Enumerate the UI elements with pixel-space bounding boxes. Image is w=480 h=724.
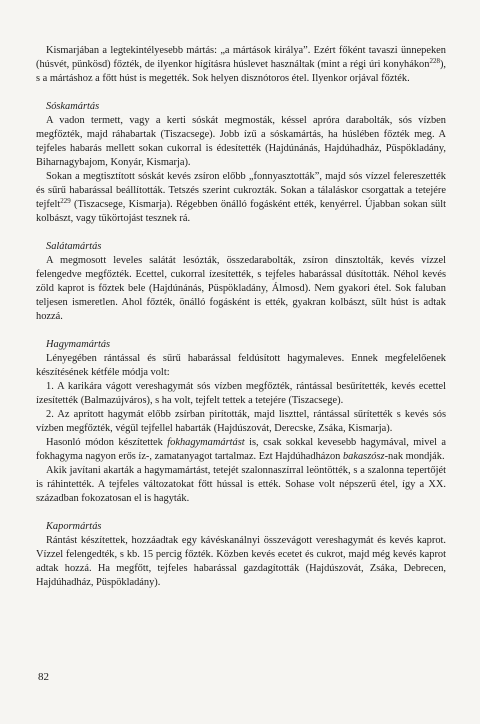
paragraph-text: -nak mondják. bbox=[384, 451, 445, 462]
paragraph: Lényegében rántással és sűrű habarással feldúsított hagymaleves. Ennek megfelelőenek készítésének kétféle módja volt: bbox=[36, 353, 446, 378]
footnote-ref: 228 bbox=[429, 57, 440, 65]
paragraph bbox=[36, 170, 446, 226]
paragraph: 2. Az aprított hagymát előbb zsírban pirították, majd liszttel, rántással sűrítették s kevés sós vízben megfőzték, végül tejfellel habarták (Hajdúszovát, Derecske, Zsáka, Kismarja). bbox=[36, 409, 446, 434]
section-title: Sóskamártás bbox=[46, 101, 100, 112]
section-title: Hagymamártás bbox=[46, 339, 111, 350]
paragraph: A megmosott leveles salátát lesózták, összedarabolták, zsíron dinsztolták, kevés vízzel felengedve megfőzték. Ecettel, cukorral ízesítették, s tejfeles habarással dúsították. Néhol kevés zöld kaprot is főztek bele (Hajdúnánás, Püspökladány, Álmosd). Nem gyakori étel. Sok faluban teljesen ismeretlen. Ahol főzték, önálló fogásként is ették, gyakran kolbászt, sült húst is adtak hozzá. bbox=[36, 255, 446, 322]
section-hagymamartas bbox=[36, 338, 446, 506]
section-soskamartas bbox=[36, 100, 446, 226]
paragraph-text: Hasonló módon készítettek bbox=[46, 437, 168, 448]
italic-term: bakaszósz bbox=[342, 451, 385, 462]
intro-text: Kismarjában a legtekintélyesebb mártás: „a mártások királya”. Ezért főként tavaszi ünnepeken (húsvét, pünkösd) főzték, de ilyenkor hígításra húslevet használtak (mint a régi úri konyhákon bbox=[36, 45, 446, 70]
section-title: Salátamártás bbox=[46, 241, 102, 252]
paragraph-text: is, csak sokkal kevesebb hagymával, mivel a fokhagyma nagyon erős íz-, zamatanyagot tartalmaz. Ezt Hajdúhadházon bbox=[36, 437, 447, 462]
paragraph bbox=[36, 436, 446, 464]
section-title: Kapormártás bbox=[46, 521, 102, 532]
section-kapormartas bbox=[36, 520, 446, 590]
footnote-ref: 229 bbox=[60, 197, 71, 205]
paragraph-text: (Tiszacsege, Kismarja). Régebben önálló fogásként ették, kenyérrel. Újabban sokan sült kolbászt, vagy tükörtojást tesznek rá. bbox=[36, 199, 446, 224]
paragraph: A vadon termett, vagy a kerti sóskát megmosták, késsel apróra darabolták, sós vízben megfőzték, majd ráhabartak (Tiszacsege). Jobb ízű a sóskamártás, ha húslében főzték meg. A tejfeles habarás mellett sokan cukorral is édesítették (Hajdúnánás, Hajdúhadház, Püspökladány, Biharnagybajom, Konyár, Kismarja). bbox=[36, 115, 446, 168]
paragraph: 1. A karikára vágott vereshagymát sós vízben megfőzték, rántással besűrítették, kevés ecettel ízesítették (Balmazújváros), s ha volt, tejfelt tettek a tetejére (Tiszacsege). bbox=[36, 381, 446, 406]
paragraph: Akik javítani akarták a hagymamártást, tetejét szalonnaszírral leöntötték, s a szalonna tepertőjét is ráhintették. A tejfeles változatokat főtt hússal is ették. Sohase volt népszerű étel, így a XX. században fokozatosan el is hagyták. bbox=[36, 465, 446, 504]
page-number: 82 bbox=[38, 671, 49, 683]
paragraph: Rántást készítettek, hozzáadtak egy kávéskanálnyi összevágott vereshagymát és kevés kaprot. Vízzel felengedték, s kb. 15 percig főzték. Közben kevés ecetet és cukrot, majd még kevés kaprot adtak hozzá. Ha megfőtt, tejfeles habarással gazdagították (Hajdúszovát, Zsáka, Debrecen, Hajdúhadház, Püspökladány). bbox=[36, 535, 446, 588]
section-salatamartas bbox=[36, 240, 446, 324]
italic-term: fokhagymamártást bbox=[167, 437, 245, 448]
paragraph-text: Sokan a megtisztított sóskát kevés zsíron előbb „fonnyasztották”, majd sós vízzel felereszették és sűrű habarással beállították. Tetszés szerint cukrozták. Sokan a tálaláskor csorgattak a tetejére tejfelt bbox=[36, 171, 446, 210]
intro-paragraph bbox=[36, 44, 446, 86]
intro-text: ), s a mártáshoz a főtt húst is megették. Sok helyen disznótoros étel. Ilyenkor orjával főzték. bbox=[36, 59, 446, 84]
